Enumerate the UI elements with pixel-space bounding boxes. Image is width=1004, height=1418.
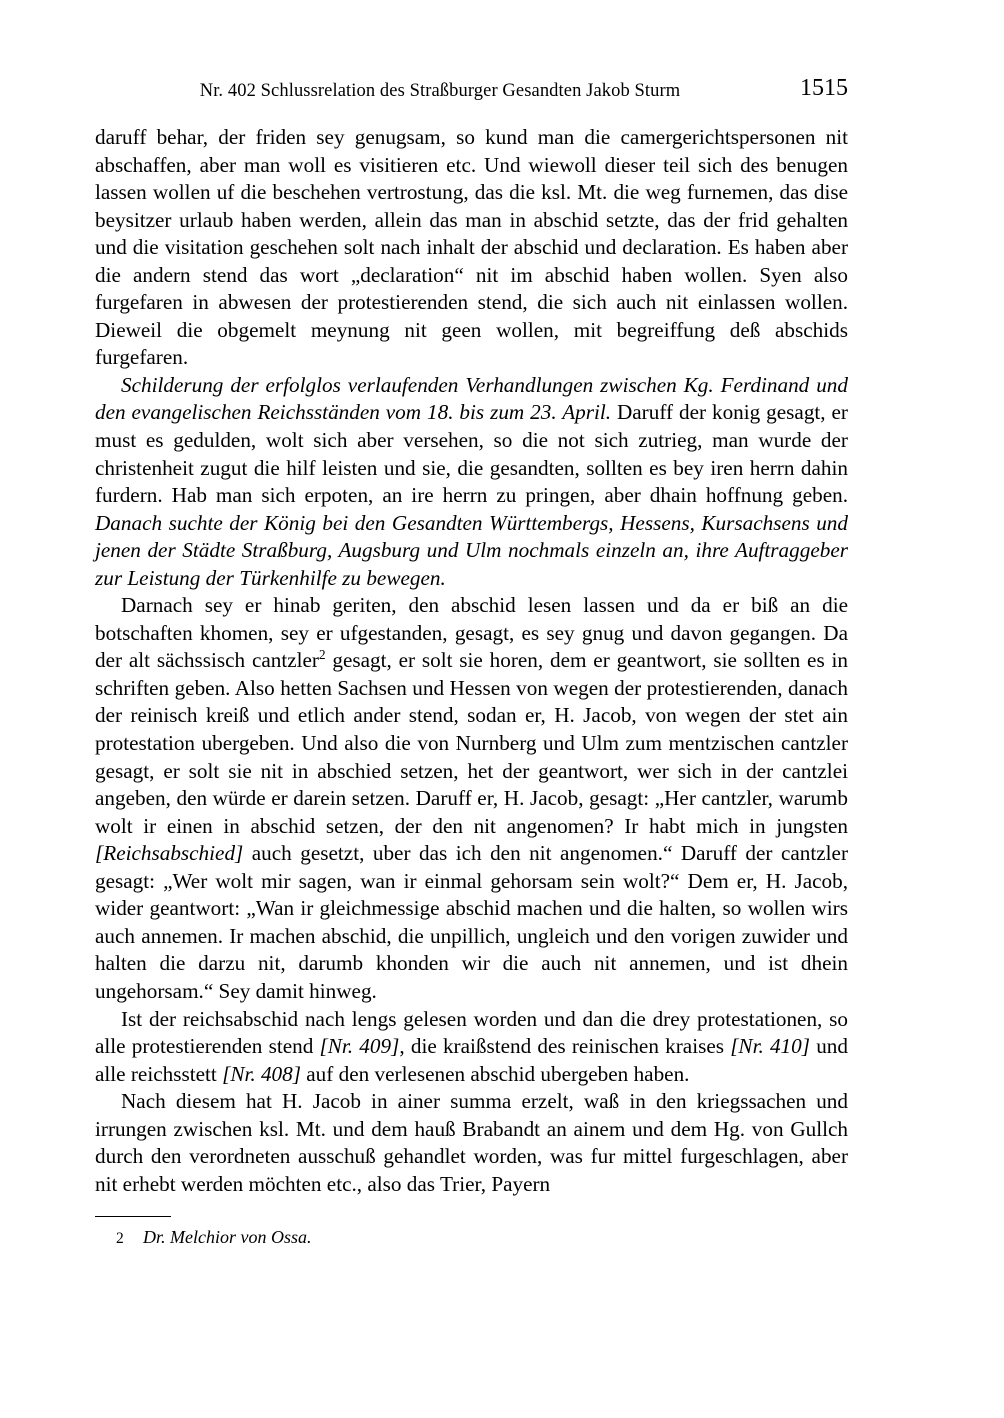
footnote-reference[interactable]: 2 (318, 647, 326, 663)
italic-run: [Nr. 410] (730, 1034, 810, 1059)
italic-run: Schilderung der erfolglos verlaufenden Verhandlungen zwischen Kg. Ferdinand und den evangelischen Reichsständen vom 18. bis zum 23. April. (95, 372, 848, 425)
text-run: daruff behar, der friden sey genugsam, so kund man die camergerichtspersonen nit abschaffen, aber man woll es visitieren etc. Und wiewoll dieser teil sich des benugen lassen wollen uf die beschehen vertrostung, das die ksl. Mt. die weg furnemen, das dise beysitzer urlaub haben werden, allein das man in abschid setzte, das der frid gehalten und die visitation geschehen solt nach inhalt der abschid und declaration. Es haben aber die andern stend das wort „declaration“ nit im abschid haben wollen. Syen also furgefaren in abwesen der protestierenden stend, die sich auch nit einlassen wollen. Dieweil die obgemelt meynung nit geen wollen, mit begreiffung deß abschids furgefaren. (95, 125, 848, 370)
text-run: Darnach sey er hinab geriten, den abschid lesen lassen und da er biß an die botschaften khomen, sey er ufgestanden, gesagt, es sey gnug und davon gegangen. Da der alt sächssisch cantzler (95, 593, 848, 673)
footnote-separator-rule (95, 1216, 171, 1217)
running-head (95, 75, 848, 104)
paragraph (95, 1088, 848, 1198)
paragraph (95, 124, 848, 372)
text-run: auch gesetzt, uber das ich den nit angenomen.“ Daruff der cantzler gesagt: „Wer wolt mir sagen, wan ir einmal gehorsam sein wolt?“ Dem er, H. Jacob, wider geantwort: „Wan ir gleichmessige abschid machen und die halten, so wollen wirs auch annemen. Ir machen abschid, die unpillich, ungleich und den vorigen zuwider und halten die darzu nit, darumb khonden wir die auch nit annemen, und ist dhein ungehorsam.“ Sey damit hinweg. (95, 841, 848, 1003)
page-number: 1515 (800, 75, 848, 101)
text-run: auf den verlesenen abschid ubergeben haben. (300, 1061, 690, 1086)
text-run: Nach diesem hat H. Jacob in ainer summa erzelt, waß in den kriegssachen und irrungen zwischen ksl. Mt. und dem hauß Brabandt an ainem und dem Hg. von Gullch durch den verordneten ausschuß gehandlet worden, was fur mittel furgeschlagen, aber nit erhebt werden möchten etc., also das Trier, Payern (95, 1089, 848, 1196)
paragraph (95, 592, 848, 1005)
footnote-number: 2 (116, 1230, 124, 1247)
running-head-title: Nr. 402 Schlussrelation des Straßburger Gesandten Jakob Sturm (199, 81, 681, 101)
paragraph (95, 1006, 848, 1089)
italic-run: [Nr. 408] (222, 1061, 301, 1086)
body-text-column (95, 124, 848, 1198)
footnote (95, 1226, 848, 1250)
italic-run: Danach suchte der König bei den Gesandten Württembergs, Hessens, Kursachsens und jenen der Städte Straßburg, Augsburg und Ulm nochmals einzeln an, ihre Auftraggeber zur Leistung der Türkenhilfe zu bewegen. (95, 510, 848, 590)
italic-run: [Nr. 409] (319, 1034, 400, 1059)
footnote-area (95, 1216, 848, 1250)
text-run: Daruff der konig gesagt, er must es gedulden, wolt sich aber versehen, so die not sich zutrieg, man wurde der christenheit zugut die hilf leisten und sie, die gesandten, sollten es bey iren herrn dahin furdern. Hab man sich erpoten, an ire herrn zu pringen, aber dhain hoffnung geben. (95, 400, 848, 508)
text-run: und alle reichsstett (95, 1034, 848, 1086)
text-run: gesagt, er solt sie horen, dem er geantwort, sie sollten es in schriften geben. Also hetten Sachsen und Hessen von wegen der protestierenden, danach der reinisch kreiß und etlich ander stend, sodan er, H. Jacob, von wegen der stet ain protestation ubergeben. Und also die von Nurnberg und Ulm zum mentzischen cantzler gesagt, er solt sie nit in abschied setzen, het der geantwort, wer sich in der cantzlei angeben, den würde er darein setzen. Daruff er, H. Jacob, gesagt: „Her cantzler, warumb wolt ir einen in abschid setzen, der den nit angenomen? Ir habt mich in jungsten (95, 648, 848, 838)
paragraph (95, 372, 848, 592)
text-run: , die kraißstend des reinischen kraises (399, 1034, 731, 1059)
text-run: Ist der reichsabschid nach lengs gelesen worden und dan die drey protestationen, so alle protestierenden stend (95, 1006, 848, 1059)
footnote-text: Dr. Melchior von Ossa. (143, 1227, 312, 1247)
italic-run: [Reichsabschied] (95, 841, 244, 866)
